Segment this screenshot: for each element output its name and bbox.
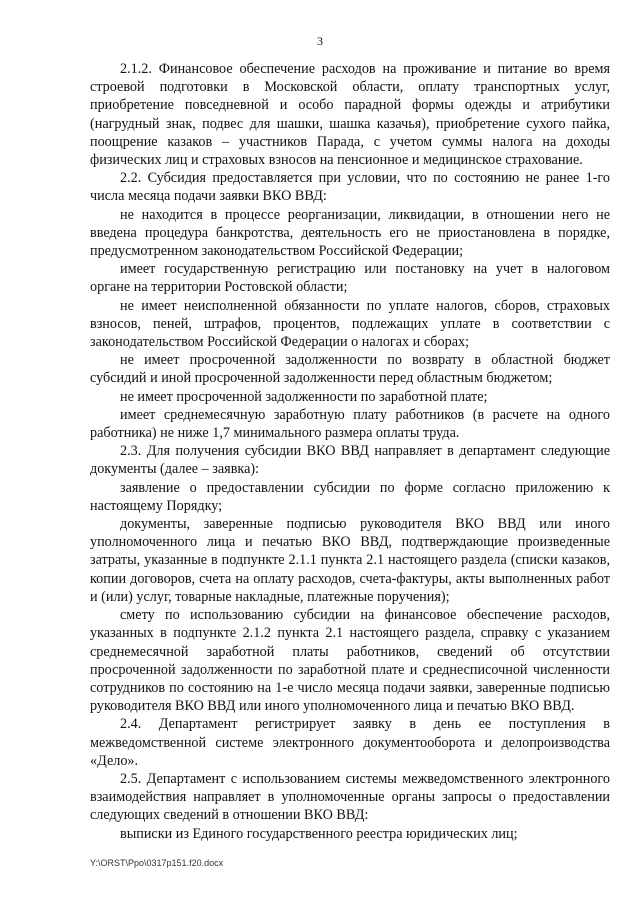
paragraph-2-3: 2.3. Для получения субсидии ВКО ВВД направляет в департамент следующие документы (далее – заявка): [90, 443, 610, 478]
doc-expense-documents: документы, заверенные подписью руководителя ВКО ВВД или иного уполномоченного лица и печатью ВКО ВВД, подтверждающие произведенные затраты, указанные в подпункте 2.1.1 пункта 2.1 настоящего раздела (списки казаков, копии договоров, счета на оплату расходов, счета-фактуры, акты выполненных работ и (или) услуг, товарные накладные, платежные поручения); [90, 516, 610, 605]
condition-no-tax-debt: не имеет неисполненной обязанности по уплате налогов, сборов, страховых взносов, пеней, штрафов, процентов, подлежащих уплате в соответствии с законодательством Российской Федерации о налогах и сборах; [90, 297, 610, 351]
paragraph-2-1-2: 2.1.2. Финансовое обеспечение расходов на проживание и питание во время строевой подготовки в Московской области, оплату транспортных услуг, приобретение повседневной и особо парадной формы одежды и атрибутики (нагрудный знак, подвес для шашки, шашка казачья), приобретение сухого пайка, поощрение казаков – участников Парада, с учетом суммы налога на доходы физических лиц и страховых взносов на пенсионное и медицинское страхование. [90, 61, 610, 169]
condition-min-wage: имеет среднемесячную заработную плату работников (в расчете на одного работника) не ниже 1,7 минимального размера оплаты труда. [90, 406, 610, 442]
footer-file-path: Y:\ORST\Ppo\0317p151.f20.docx [90, 858, 224, 868]
paragraph-2-5: 2.5. Департамент с использованием системы межведомственного электронного взаимодействия направляет в уполномоченные органы запросы о предоставлении следующих сведений в отношении ВКО ВВД: [90, 770, 610, 824]
paragraph-2-2: 2.2. Субсидия предоставляется при условии, что по состоянию не ранее 1-го числа месяца подачи заявки ВКО ВВД: [90, 170, 610, 205]
doc-estimate: смету по использованию субсидии на финансовое обеспечение расходов, указанных в подпункте 2.1.2 пункта 2.1 настоящего раздела, справку с указанием среднемесячной заработной платы работников, сведений об отсутствии просроченной задолженности по заработной плате и среднесписочной численности сотрудников по состоянию на 1-е число месяца подачи заявки, заверенные подписью руководителя ВКО ВВД или иного уполномоченного лица и печатью ВКО ВВД. [90, 607, 610, 715]
condition-no-reorganization: не находится в процессе реорганизации, ликвидации, в отношении него не введена процедура банкротства, деятельность его не приостановлена в порядке, предусмотренном законодательством Российской Федерации; [90, 206, 610, 260]
condition-no-wage-debt: не имеет просроченной задолженности по заработной плате; [120, 388, 488, 405]
doc-application: заявление о предоставлении субсидии по форме согласно приложению к настоящему Порядку; [90, 479, 610, 514]
document-body [90, 60, 610, 843]
condition-no-budget-debt: не имеет просроченной задолженности по возврату в областной бюджет субсидий и иной просроченной задолженности перед областным бюджетом; [90, 352, 610, 387]
request-extract: выписки из Единого государственного реестра юридических лиц; [120, 825, 518, 842]
paragraph-2-4: 2.4. Департамент регистрирует заявку в день ее поступления в межведомственной системе электронного документооборота и делопроизводства «Дело». [90, 716, 610, 769]
condition-registration: имеет государственную регистрацию или постановку на учет в налоговом органе на территории Ростовской области; [90, 261, 610, 296]
page-number: 3 [317, 34, 323, 48]
